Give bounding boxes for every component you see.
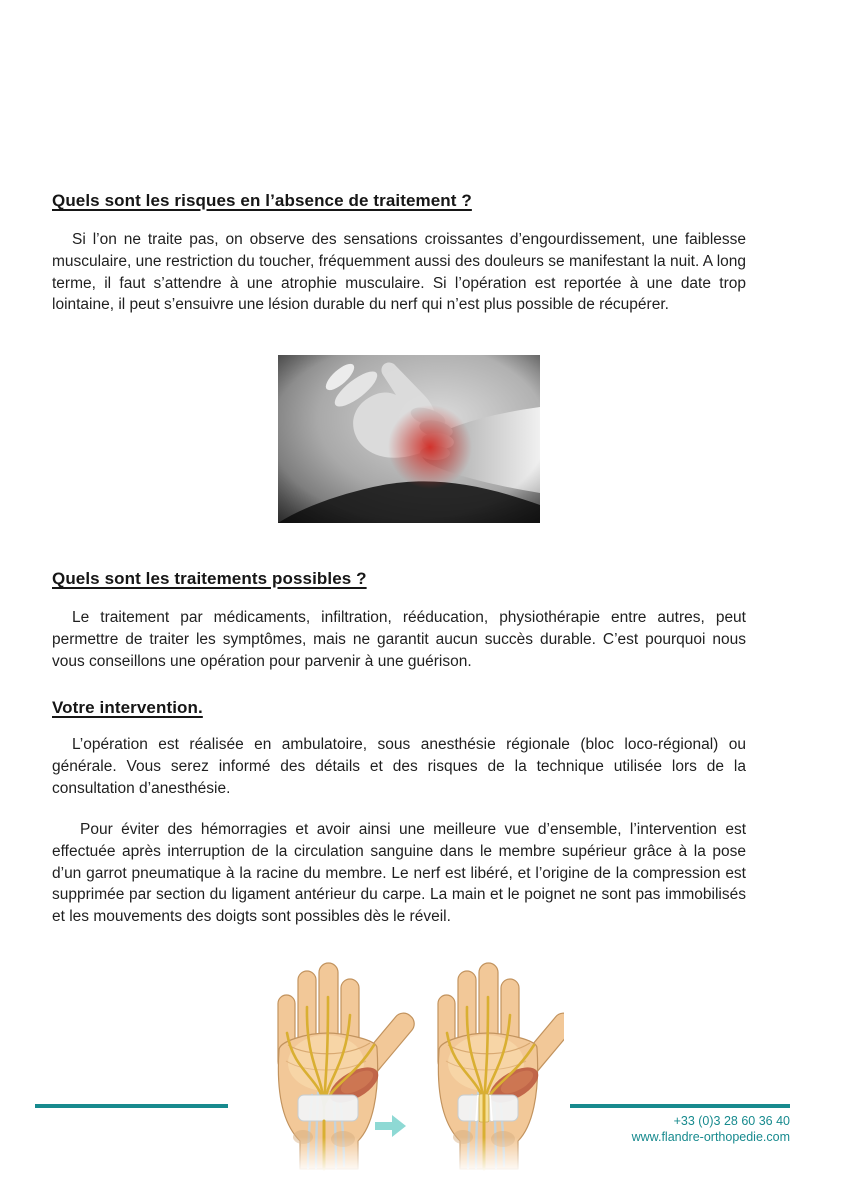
wrist-pain-photo [278, 355, 540, 523]
paragraph-treatments: Le traitement par médicaments, infiltration, rééducation, physiothérapie entre autres, peut permettre de traiter les symptômes, mais ne garantit aucun succès durable. C’est pourquoi nous vous conseillons une opération pour parvenir à une guérison. [52, 609, 746, 670]
arrow-right-icon [375, 1115, 406, 1137]
footer-website-link[interactable]: www.flandre-orthopedie.com [631, 1130, 790, 1144]
paragraph-intervention-2: Pour éviter des hémorragies et avoir ainsi une meilleure vue d’ensemble, l’intervention est effectuée après interruption de la circulation sanguine dans le membre supérieur grâce à la pose d’un garrot pneumatique à la racine du membre. Le nerf est libéré, et l’origine de la compression est supprimée par section du ligament antérieur du carpe. La main et le poignet ne sont pas immobilisés et les mouvements des doigts sont possibles dès le réveil. [52, 821, 746, 926]
footer-phone: +33 (0)3 28 60 36 40 [673, 1114, 790, 1128]
footer-contact [632, 1113, 790, 1145]
section-heading-risks: Quels sont les risques en l’absence de traitement ? [52, 191, 472, 210]
section-heading-treatments: Quels sont les traitements possibles ? [52, 569, 367, 588]
hand-anatomy-before-surgery [274, 963, 418, 1171]
hand-anatomy-graphic [252, 943, 564, 1171]
paragraph-intervention-1: L’opération est réalisée en ambulatoire, sous anesthésie régionale (bloc loco-régional) ou générale. Vous serez informé des détails et des risques de la technique utilisée lors de la consultation d’anesthésie. [52, 736, 746, 797]
carpal-tunnel-before-after-illustration [252, 943, 564, 1171]
paragraph-risks: Si l’on ne traite pas, on observe des sensations croissantes d’engourdissement, une faiblesse musculaire, une restriction du toucher, fréquemment aussi des douleurs se manifestant la nuit. A long terme, il faut s’attendre à une atrophie musculaire. Si l’opération est reportée à une date trop lointaine, il peut s’ensuivre une lésion durable du nerf qui n’est plus possible de récupérer. [52, 231, 746, 314]
footer-divider-right [570, 1104, 790, 1108]
photo-vignette [278, 355, 540, 523]
wrist-pain-photo-graphic [278, 355, 540, 523]
hand-anatomy-after-surgery [434, 963, 564, 1171]
section-heading-intervention: Votre intervention. [52, 698, 203, 717]
footer-divider-left [35, 1104, 228, 1108]
